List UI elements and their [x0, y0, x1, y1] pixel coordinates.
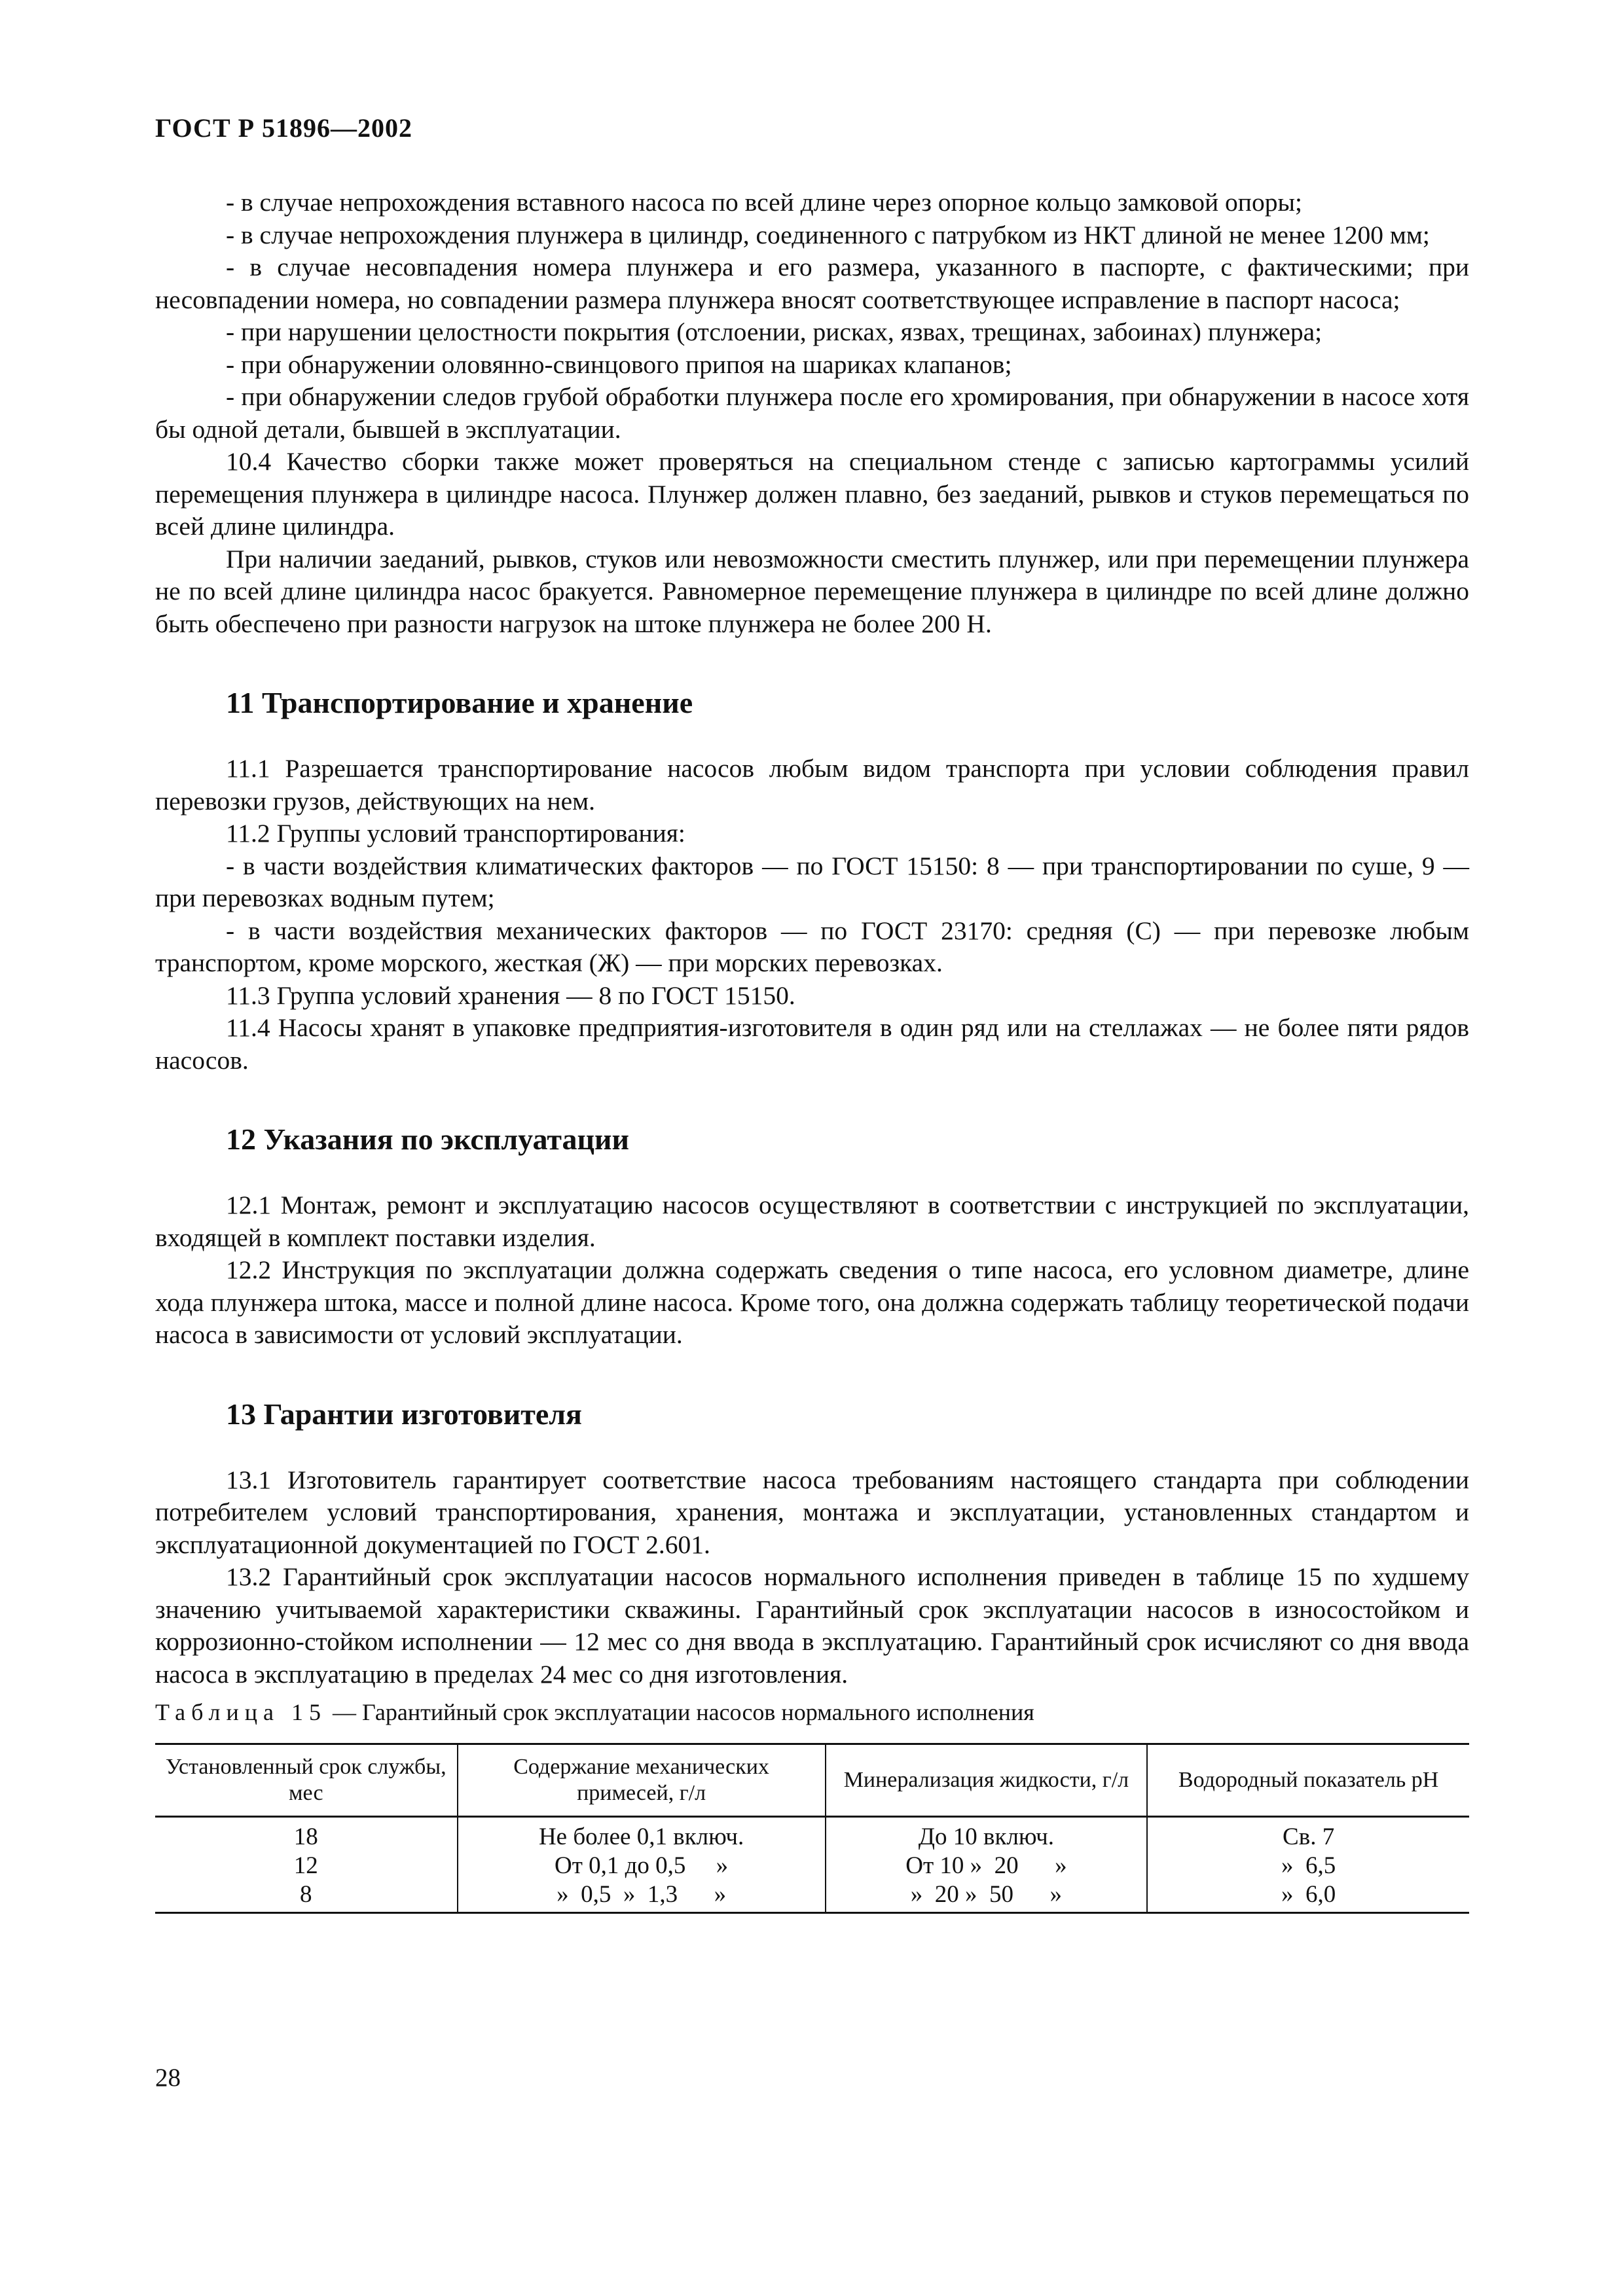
table-row [155, 1817, 1469, 1852]
paragraph: 11.4 Насосы хранят в упаковке предприятия-изготовителя в один ряд или на стеллажах — не более пяти рядов насосов. [155, 1013, 1469, 1075]
table-header-cell: Содержание механических примесей, г/л [458, 1744, 826, 1817]
paragraph: 11.3 Группа условий хранения — 8 по ГОСТ 15150. [226, 980, 795, 1010]
table-row [155, 1880, 1469, 1913]
paragraph: - в случае непрохождения вставного насоса по всей длине через опорное кольцо замковой опоры; [226, 188, 1302, 217]
table-cell: Св. 7 [1147, 1817, 1469, 1852]
paragraph: - при обнаружении оловянно-свинцового припоя на шариках клапанов; [226, 350, 1012, 379]
table-header-cell: Водородный показатель pH [1147, 1744, 1469, 1817]
paragraph: При наличии заеданий, рывков, стуков или невозможности сместить плунжер, или при перемещении плунжера не по всей длине цилиндра насос бракуется. Равномерное перемещение плунжера в цилиндре по всей длине должно быть обеспечено при разности нагрузок на штоке плунжера не более 200 Н. [155, 544, 1469, 638]
table-row [155, 1852, 1469, 1880]
paragraph: - в части воздействия механических факторов — по ГОСТ 23170: средняя (С) — при перевозке любым транспортом, кроме морского, жесткая (Ж) — при морских перевозках. [155, 916, 1469, 977]
section-heading: 13 Гарантии изготовителя [226, 1397, 582, 1431]
table-cell: 18 [155, 1817, 458, 1852]
table-cell: » 0,5 » 1,3 » [458, 1880, 826, 1913]
document-body [155, 187, 1469, 1914]
paragraph: - при обнаружении следов грубой обработки плунжера после его хромирования, при обнаружении в насосе хотя бы одной детали, бывшей в эксплуатации. [155, 382, 1469, 444]
paragraph: - в части воздействия климатических факторов — по ГОСТ 15150: 8 — при транспортировании по суше, 9 — при перевозках водным путем; [155, 851, 1469, 912]
table-cell: От 10 » 20 » [826, 1852, 1148, 1880]
table-header-cell: Минерализация жидкости, г/л [826, 1744, 1148, 1817]
paragraph: 11.2 Группы условий транспортирования: [226, 819, 685, 848]
table-cell: От 0,1 до 0,5 » [458, 1852, 826, 1880]
table-header-row [155, 1744, 1469, 1817]
section-heading: 11 Транспортирование и хранение [226, 686, 693, 719]
table-caption-text: — Гарантийный срок эксплуатации насосов нормального исполнения [326, 1699, 1034, 1725]
table-cell: » 6,0 [1147, 1880, 1469, 1913]
table-header-cell: Установленный срок службы, мес [155, 1744, 458, 1817]
paragraph: 10.4 Качество сборки также может проверяться на специальном стенде с записью картограммы усилий перемещения плунжера в цилиндре насоса. Плунжер должен плавно, без заеданий, рывков и стуков перемещаться по всей длине цилиндра. [155, 447, 1469, 541]
table-cell: До 10 включ. [826, 1817, 1148, 1852]
paragraph: - в случае несовпадения номера плунжера и его размера, указанного в паспорте, с фактическими; при несовпадении номера, но совпадении размера плунжера вносят соответствующее исправление в паспорт насоса; [155, 253, 1469, 314]
table-cell: Не более 0,1 включ. [458, 1817, 826, 1852]
paragraph: - в случае непрохождения плунжера в цилиндр, соединенного с патрубком из НКТ длиной не менее 1200 мм; [226, 220, 1430, 249]
page-number: 28 [155, 2064, 181, 2092]
paragraph: 13.1 Изготовитель гарантирует соответствие насоса требованиям настоящего стандарта при соблюдении потребителем условий транспортирования, хранения, монтажа и эксплуатации, установленных стандартом и эксплуатационной документацией по ГОСТ 2.601. [155, 1465, 1469, 1559]
paragraph: 12.2 Инструкция по эксплуатации должна содержать сведения о типе насоса, его условном диаметре, длине хода плунжера штока, массе и полной длине насоса. Кроме того, она должна содержать таблицу теоретической подачи насоса в зависимости от условий эксплуатации. [155, 1255, 1469, 1349]
section-heading: 12 Указания по эксплуатации [226, 1122, 630, 1156]
paragraph: 13.2 Гарантийный срок эксплуатации насосов нормального исполнения приведен в таблице 15 по худшему значению учитываемой характеристики скважины. Гарантийный срок эксплуатации насосов в износостойком и коррозионно-стойком исполнении — 12 мес со дня ввода в эксплуатацию. Гарантийный срок исчисляют со дня ввода насоса в эксплуатацию в пределах 24 мес со дня изготовления. [155, 1562, 1469, 1689]
document-header: ГОСТ Р 51896—2002 [155, 113, 413, 143]
warranty-table [155, 1743, 1469, 1914]
paragraph: 11.1 Разрешается транспортирование насосов любым видом транспорта при условии соблюдения правил перевозки грузов, действующих на нем. [155, 754, 1469, 816]
table-caption [155, 1697, 1469, 1727]
table-cell: » 20 » 50 » [826, 1880, 1148, 1913]
table-cell: 8 [155, 1880, 458, 1913]
paragraph: - при нарушении целостности покрытия (отслоении, рисках, язвах, трещинах, забоинах) плунжера; [226, 317, 1322, 346]
table-caption-label: Таблица 15 [155, 1699, 327, 1725]
paragraph: 12.1 Монтаж, ремонт и эксплуатацию насосов осуществляют в соответствии с инструкцией по эксплуатации, входящей в комплект поставки изделия. [155, 1191, 1469, 1252]
table-cell: » 6,5 [1147, 1852, 1469, 1880]
table-cell: 12 [155, 1852, 458, 1880]
